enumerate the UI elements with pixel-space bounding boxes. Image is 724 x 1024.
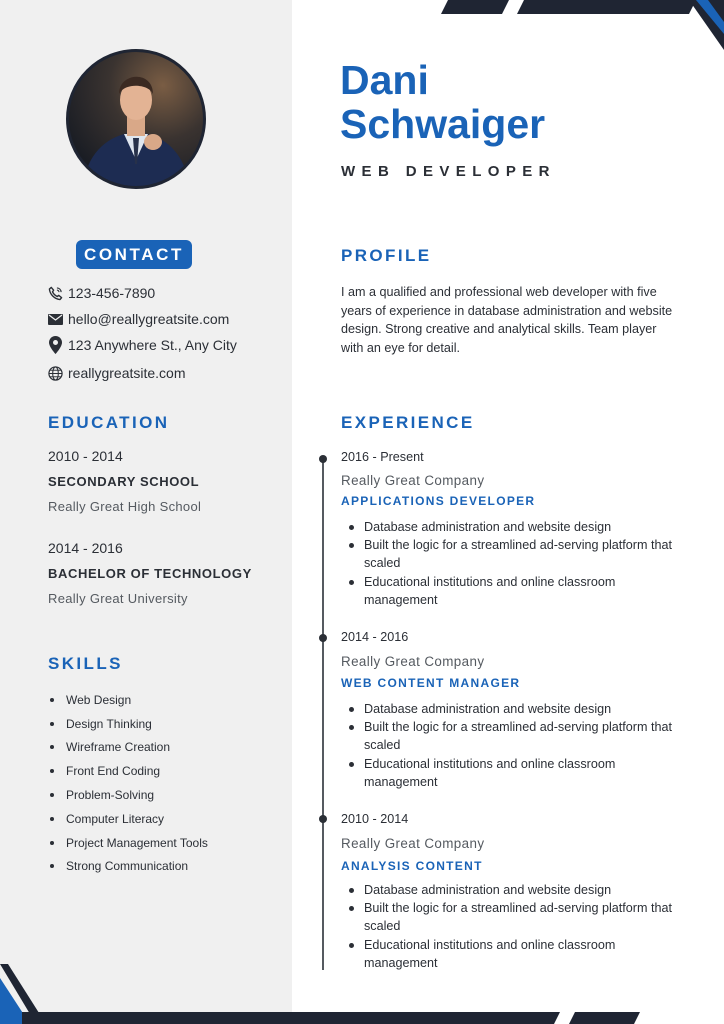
contact-email[interactable] — [47, 309, 229, 329]
globe-icon — [47, 365, 63, 381]
timeline-dot — [319, 455, 327, 463]
bottom-corner-decoration — [0, 964, 724, 1024]
contact-website[interactable] — [47, 363, 186, 383]
timeline-dot — [319, 634, 327, 642]
skill-item: Front End Coding — [48, 759, 208, 783]
education-1-degree: SECONDARY SCHOOL — [48, 474, 200, 489]
list-item: Educational institutions and online classroom management — [347, 936, 687, 972]
skills-heading: SKILLS — [48, 654, 123, 673]
person-name — [340, 58, 545, 146]
skill-item: Design Thinking — [48, 712, 208, 736]
job-1-years: 2016 - Present — [341, 450, 424, 464]
contact-address — [47, 335, 237, 355]
job-2-company: Really Great Company — [341, 654, 485, 669]
contact-phone-text: 123-456-7890 — [68, 285, 156, 301]
education-1-years: 2010 - 2014 — [48, 448, 123, 464]
list-item: Database administration and website design — [347, 700, 687, 718]
experience-heading: EXPERIENCE — [341, 413, 475, 432]
profile-photo — [66, 49, 206, 189]
location-pin-icon — [47, 337, 63, 353]
timeline-dot — [319, 815, 327, 823]
education-2-degree: BACHELOR OF TECHNOLOGY — [48, 566, 252, 581]
contact-address-text: 123 Anywhere St., Any City — [68, 337, 237, 353]
list-item: Educational institutions and online classroom management — [347, 755, 687, 791]
list-item: Database administration and website design — [347, 881, 687, 899]
skill-item: Computer Literacy — [48, 807, 208, 831]
bullet-icon — [50, 793, 54, 797]
contact-website-text: reallygreatsite.com — [68, 365, 186, 381]
top-corner-decoration — [434, 0, 724, 50]
bullet-icon — [50, 817, 54, 821]
job-role: WEB DEVELOPER — [341, 163, 556, 180]
job-3-bullets — [347, 881, 687, 972]
job-2-years: 2014 - 2016 — [341, 630, 409, 644]
list-item: Educational institutions and online classroom management — [347, 573, 687, 609]
bullet-icon — [50, 745, 54, 749]
skill-item: Problem-Solving — [48, 783, 208, 807]
job-2-bullets — [347, 700, 687, 791]
list-item: Database administration and website design — [347, 518, 687, 536]
bullet-icon — [50, 698, 54, 702]
timeline-line — [322, 458, 324, 970]
job-1-company: Really Great Company — [341, 473, 485, 488]
list-item: Built the logic for a streamlined ad-serving platform that scaled — [347, 718, 687, 754]
contact-phone[interactable] — [47, 283, 155, 303]
job-3-title: ANALYSIS CONTENT — [341, 859, 483, 873]
job-3-years: 2010 - 2014 — [341, 812, 409, 826]
skills-list — [48, 688, 208, 878]
contact-email-text: hello@reallygreatsite.com — [68, 311, 230, 327]
list-item: Built the logic for a streamlined ad-serving platform that scaled — [347, 536, 687, 572]
mail-icon — [47, 311, 63, 327]
bullet-icon — [50, 841, 54, 845]
education-heading: EDUCATION — [48, 413, 170, 432]
job-3-company: Really Great Company — [341, 836, 485, 851]
skill-item: Wireframe Creation — [48, 736, 208, 760]
contact-heading: CONTACT — [76, 240, 192, 269]
job-1-bullets — [347, 518, 687, 609]
job-2-title: WEB CONTENT MANAGER — [341, 676, 521, 690]
education-2-school: Really Great University — [48, 591, 188, 606]
phone-icon — [47, 285, 63, 301]
first-name: Dani — [340, 57, 429, 103]
skill-item: Strong Communication — [48, 855, 208, 879]
last-name: Schwaiger — [340, 101, 546, 147]
skill-item: Web Design — [48, 688, 208, 712]
list-item: Built the logic for a streamlined ad-serving platform that scaled — [347, 899, 687, 935]
education-1-school: Really Great High School — [48, 499, 202, 514]
bullet-icon — [50, 722, 54, 726]
education-2-years: 2014 - 2016 — [48, 540, 123, 556]
bullet-icon — [50, 769, 54, 773]
profile-text: I am a qualified and professional web developer with five years of experience in database administration and website design. Strong creative and analytical skills. Team player with an eye for detail. — [341, 285, 673, 355]
skill-item: Project Management Tools — [48, 831, 208, 855]
bullet-icon — [50, 864, 54, 868]
job-1-title: APPLICATIONS DEVELOPER — [341, 494, 536, 508]
profile-heading: PROFILE — [341, 246, 432, 265]
